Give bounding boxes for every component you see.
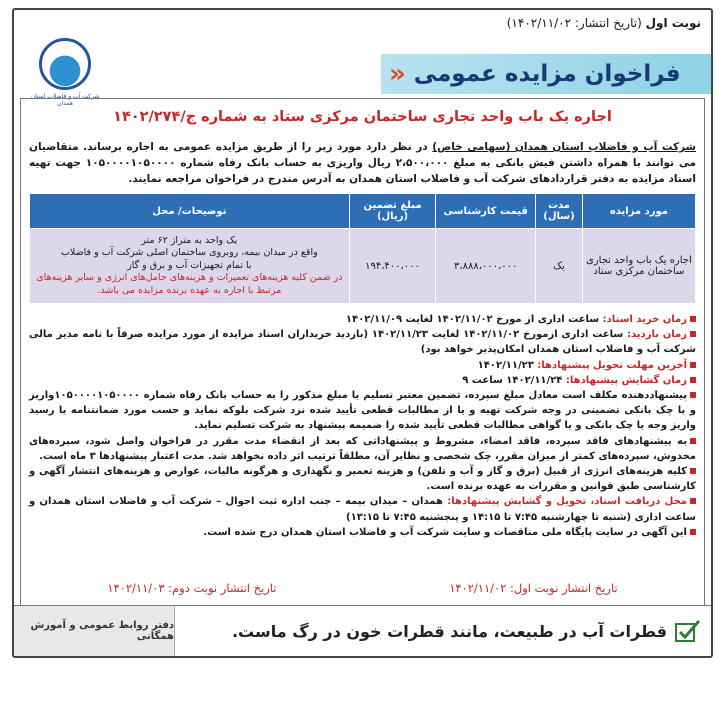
bullet-icon [690,392,696,398]
company-logo [22,38,108,106]
logo-caption: شرکت آب و فاضلاب استان همدان [30,93,100,107]
desc-note: در ضمن کلیه هزینه‌های تعمیرات و هزینه‌های حامل‌های انرژی و سایر هزینه‌های مرتبط با اجاره به عهده برنده مزایده می باشد. [36,272,343,296]
slogan-box [175,619,711,643]
col-guarantee: مبلغ تضمین (ریال) [349,194,436,229]
desc-line: واقع در میدان بیمه، روبروی ساختمان اصلی شرکت آب و فاضلاب [60,247,318,259]
intro-text: در نظر دارد مورد زیر را از طریق مزایده عمومی به اجاره برساند. متقاضیان می توانند با همراه داشتن فیش بانکی به مبلغ ۲،۵۰۰،۰۰۰ ریال واریزی به حساب بانک رفاه شماره ۱۰۵۰۰۰۰۱۰۵۰۰۰۰ جهت تهیه اسناد مزایده به دفتر قراردادهای شرکت آب و فاضلاب استان همدان به آدرس مندرج در فراخوان مراجعه نمایند. [29,141,696,185]
cell-expert-price: ۳،۸۸۸،۰۰۰،۰۰۰ [436,229,536,304]
title-band [381,54,711,94]
bullet-icon [690,498,696,504]
bullet-icon [690,316,696,322]
page-title: فراخوان مزایده عمومی [413,61,681,87]
list-item: این آگهی در سایت پایگاه ملی مناقصات و سایت شرکت آب و فاضلاب استان همدان درج شده است. [29,525,696,540]
list-item: محل دریافت اسناد، تحویل و گشایش پیشنهادها: همدان – میدان بیمه – جنب اداره ثبت احوال – شرکت آب و فاضلاب استان همدان و ساعت اداری (شنبه تا چهارشنبه ۷:۴۵ تا ۱۴:۱۵ و پنجشنبه ۷:۴۵ تا ۱۳:۱۵) [29,496,696,523]
table-row [30,229,696,304]
bullet-icon [690,529,696,535]
desc-line: یک واحد به متراژ ۶۲ متر [141,234,238,246]
bullet-icon [690,377,696,383]
list-item: پیشنهاددهنده مکلف است معادل مبلغ سپرده، تضمین معتبر تسلیم یا مبلغ مذکور را به حساب بانک رفاه شماره ۱۰۵۰۰۰۰۱۰۵۰۰۰۰واریز و یا چک بانکی تضمینی در وجه شرکت تهیه و یا از مطالبات قطعی تأیید شده نزد شرکت بلوکه نماید و حسب مورد ضمانتنامه یا رسید واریز وجه یا چک بانکی و یا گواهی مطالبات قطعی تأیید شده را ضمیمه پیشنهاد به شرکت تسلیم نماید. [29,390,696,432]
chevron-left-icon: « [389,59,406,89]
announcement-frame [12,8,713,658]
col-description: توضیحات/ محل [30,194,350,229]
col-duration: مدت (سال) [536,194,583,229]
list-item: کلیه هزینه‌های انرژی از قبیل (برق و گاز و آب و تلفن) و هزینه تعمیر و نگهداری و هرگونه مالیات، عوارض و هزینه‌های انتشار آگهی و کارشناسی طبق قوانین و مقررات به عهده برنده است. [29,466,696,493]
organization-name: شرکت آب و فاضلاب استان همدان (سهامی خاص) [432,141,697,153]
bullet-icon [690,331,696,337]
cell-item: اجاره یک باب واحد تجاری ساختمان مرکزی ستاد [582,229,695,304]
cell-duration: یک [536,229,583,304]
water-drop-logo-icon [39,38,91,90]
publish-dates [21,581,704,595]
content-box [20,98,705,606]
subject-title: اجاره یک باب واحد تجاری ساختمان مرکزی ستاد به شماره ج/۱۴۰۲/۲۷۴ [113,109,612,125]
checkmark-icon [675,619,701,643]
intro-paragraph [21,139,704,187]
bullet-icon [690,468,696,474]
desc-line: با تمام تجهیزات آب و برق و گاز [127,259,252,271]
auction-table [29,193,696,304]
header [14,34,711,107]
slogan: قطرات آب در طبیعت، مانند قطرات خون در رگ ماست. [231,621,667,641]
round-label: نوبت اول [645,16,701,30]
col-expert-price: قیمت کارشناسی [436,194,536,229]
list-item: زمان بازدید: ساعت اداری ازمورخ ۱۴۰۲/۱۱/۰۲ لغایت ۱۴۰۲/۱۱/۲۳ (بازدید خریداران اسناد مزایده از مورد مزایده صرفاً با نامه مدیر مالی شرکت آب و فاضلاب استان همدان امکان‌پذیر خواهد بود) [29,329,696,356]
col-item: مورد مزایده [582,194,695,229]
footer [14,605,711,656]
cell-description [30,229,350,304]
bullet-icon [690,438,696,444]
publish-date: (تاریخ انتشار: ۱۴۰۲/۱۱/۰۲) [506,16,642,30]
conditions-list [21,304,704,540]
list-item: زمان خرید اسناد: ساعت اداری از مورخ ۱۴۰۲/۱۱/۰۲ لغایت ۱۴۰۲/۱۱/۰۹ [29,312,696,327]
top-strip [14,10,711,36]
second-publish-date: تاریخ انتشار نوبت دوم: ۱۴۰۲/۱۱/۰۳ [107,581,277,595]
first-publish-date: تاریخ انتشار نوبت اول: ۱۴۰۲/۱۱/۰۲ [449,581,618,595]
list-item: به پیشنهادهای فاقد سپرده، فاقد امضاء، مشروط و پیشنهاداتی که بعد از انقضاء مدت مقرر در فراخوان واصل شود، سپرده‌های مخدوش، سپرده‌های کمتر از میزان مقرر، چک شخصی و نظایر آن، مطلقاً ترتیب اثر داده نخواهد شد. مدت اعتبار پیشنهادها ۳ ماه است. [29,435,696,462]
cell-guarantee: ۱۹۴،۴۰۰،۰۰۰ [349,229,436,304]
table-header-row [30,194,696,229]
publisher-label: دفتر روابط عمومی و آموزش همگانی [14,606,175,656]
bullet-icon [690,362,696,368]
list-item: زمان گشایش پیشنهادها: ۱۴۰۲/۱۱/۲۴ ساعت ۹ [29,373,696,388]
list-item: آخرین مهلت تحویل پیشنهادها: ۱۴۰۲/۱۱/۲۳ [29,358,696,373]
